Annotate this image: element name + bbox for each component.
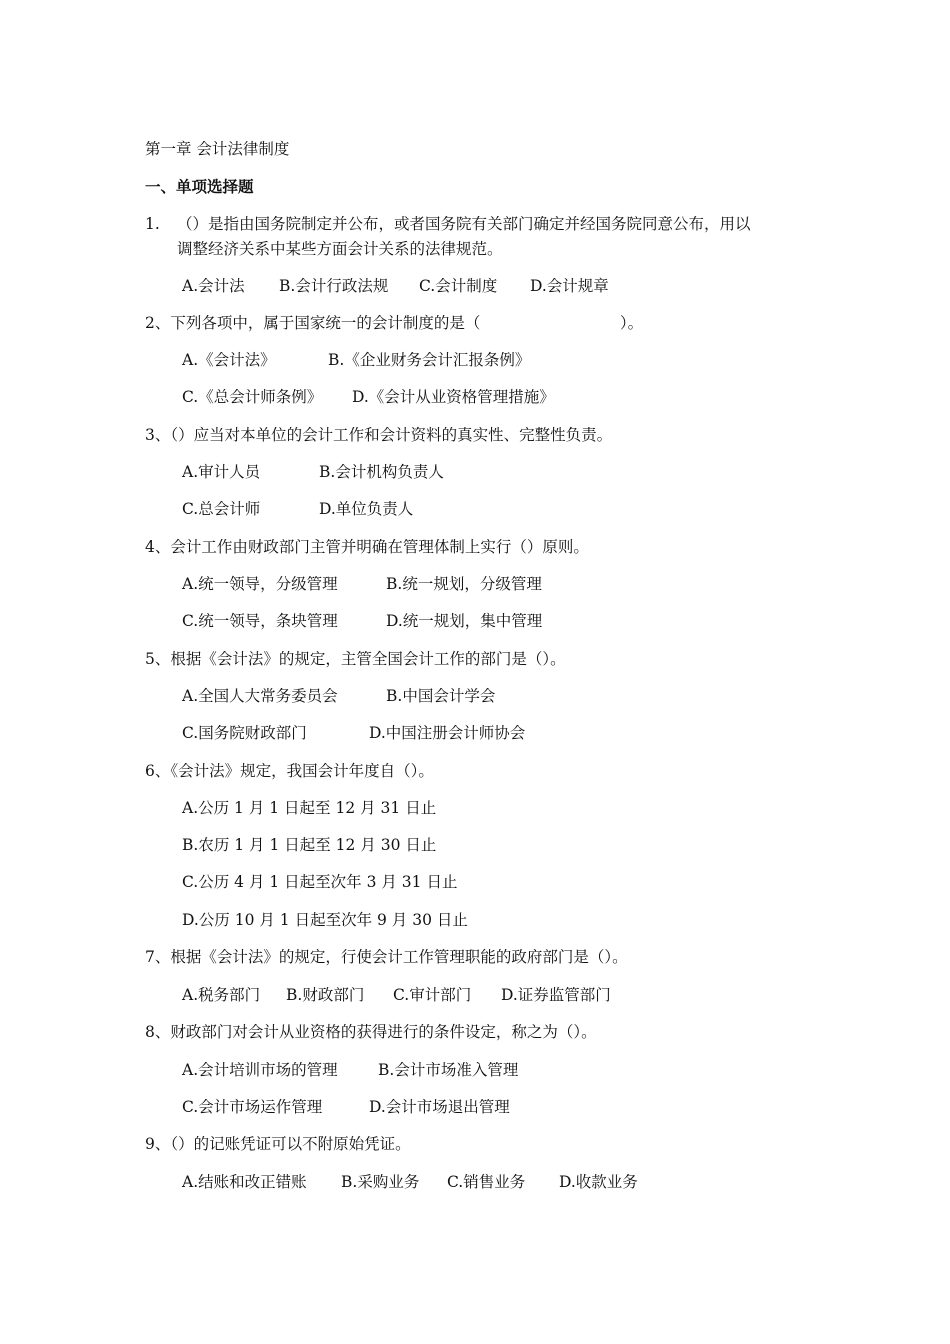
question-8-option-c: C.会计市场运作管理 <box>182 1098 323 1116</box>
question-7-option-a: A.税务部门 <box>182 986 261 1004</box>
question-1-option-a: A.会计法 <box>182 277 245 295</box>
question-9-text: 9、（）的记账凭证可以不附原始凭证。 <box>145 1135 411 1153</box>
question-1-text-line1: （）是指由国务院制定并公布，或者国务院有关部门确定并经国务院同意公布，用以 <box>177 215 751 233</box>
question-3-option-c: C.总会计师 <box>182 500 261 518</box>
question-1-option-c: C.会计制度 <box>419 277 498 295</box>
question-8-option-b: B.会计市场准入管理 <box>378 1061 519 1079</box>
question-8-option-a: A.会计培训市场的管理 <box>182 1061 338 1079</box>
question-1-text-line2: 调整经济关系中某些方面会计关系的法律规范。 <box>177 240 503 258</box>
question-7-option-d: D.证券监管部门 <box>501 986 611 1004</box>
question-2-option-b: B.《企业财务会计汇报条例》 <box>328 351 531 369</box>
question-2-text: 2、下列各项中，属于国家统一的会计制度的是（ ）。 <box>145 314 644 332</box>
question-5-option-d: D.中国注册会计师协会 <box>369 724 526 742</box>
question-9-option-b: B.采购业务 <box>341 1173 420 1191</box>
question-7-option-b: B.财政部门 <box>286 986 365 1004</box>
section-title: 一、单项选择题 <box>145 177 254 196</box>
question-8-option-d: D.会计市场退出管理 <box>369 1098 510 1116</box>
question-4-option-d: D.统一规划，集中管理 <box>386 612 543 630</box>
question-8-text: 8、财政部门对会计从业资格的获得进行的条件设定，称之为（）。 <box>145 1023 597 1041</box>
question-2-option-c: C.《总会计师条例》 <box>182 388 323 406</box>
question-5-text: 5、根据《会计法》的规定，主管全国会计工作的部门是（）。 <box>145 650 566 668</box>
question-6-option-a: A.公历 1 月 1 日起至 12 月 31 日止 <box>182 799 437 817</box>
question-3-option-d: D.单位负责人 <box>319 500 414 518</box>
question-9-option-d: D.收款业务 <box>559 1173 638 1191</box>
question-6-option-d: D.公历 10 月 1 日起至次年 9 月 30 日止 <box>182 911 468 929</box>
question-5-option-a: A.全国人大常务委员会 <box>182 687 338 705</box>
question-9-option-a: A.结账和改正错账 <box>182 1173 307 1191</box>
question-4-option-c: C.统一领导，条块管理 <box>182 612 338 630</box>
question-1-option-d: D.会计规章 <box>530 277 609 295</box>
question-5-option-b: B.中国会计学会 <box>386 687 496 705</box>
question-3-text: 3、（）应当对本单位的会计工作和会计资料的真实性、完整性负责。 <box>145 426 613 444</box>
question-4-option-b: B.统一规划，分级管理 <box>386 575 542 593</box>
question-1-option-b: B.会计行政法规 <box>279 277 389 295</box>
question-5-option-c: C.国务院财政部门 <box>182 724 307 742</box>
chapter-title: 第一章 会计法律制度 <box>145 140 290 158</box>
question-4-text: 4、会计工作由财政部门主管并明确在管理体制上实行（）原则。 <box>145 538 589 556</box>
question-9-option-c: C.销售业务 <box>447 1173 526 1191</box>
question-2-option-a: A.《会计法》 <box>182 351 276 369</box>
question-2-option-d: D.《会计从业资格管理措施》 <box>352 388 555 406</box>
question-4-option-a: A.统一领导，分级管理 <box>182 575 338 593</box>
question-3-option-b: B.会计机构负责人 <box>319 463 444 481</box>
question-6-option-c: C.公历 4 月 1 日起至次年 3 月 31 日止 <box>182 873 458 891</box>
question-7-option-c: C.审计部门 <box>393 986 472 1004</box>
question-6-text: 6、《会计法》规定，我国会计年度自（）。 <box>145 762 434 780</box>
question-3-option-a: A.审计人员 <box>182 463 261 481</box>
question-6-option-b: B.农历 1 月 1 日起至 12 月 30 日止 <box>182 836 437 854</box>
question-7-text: 7、根据《会计法》的规定，行使会计工作管理职能的政府部门是（）。 <box>145 948 628 966</box>
question-1-number: 1. <box>145 215 160 233</box>
